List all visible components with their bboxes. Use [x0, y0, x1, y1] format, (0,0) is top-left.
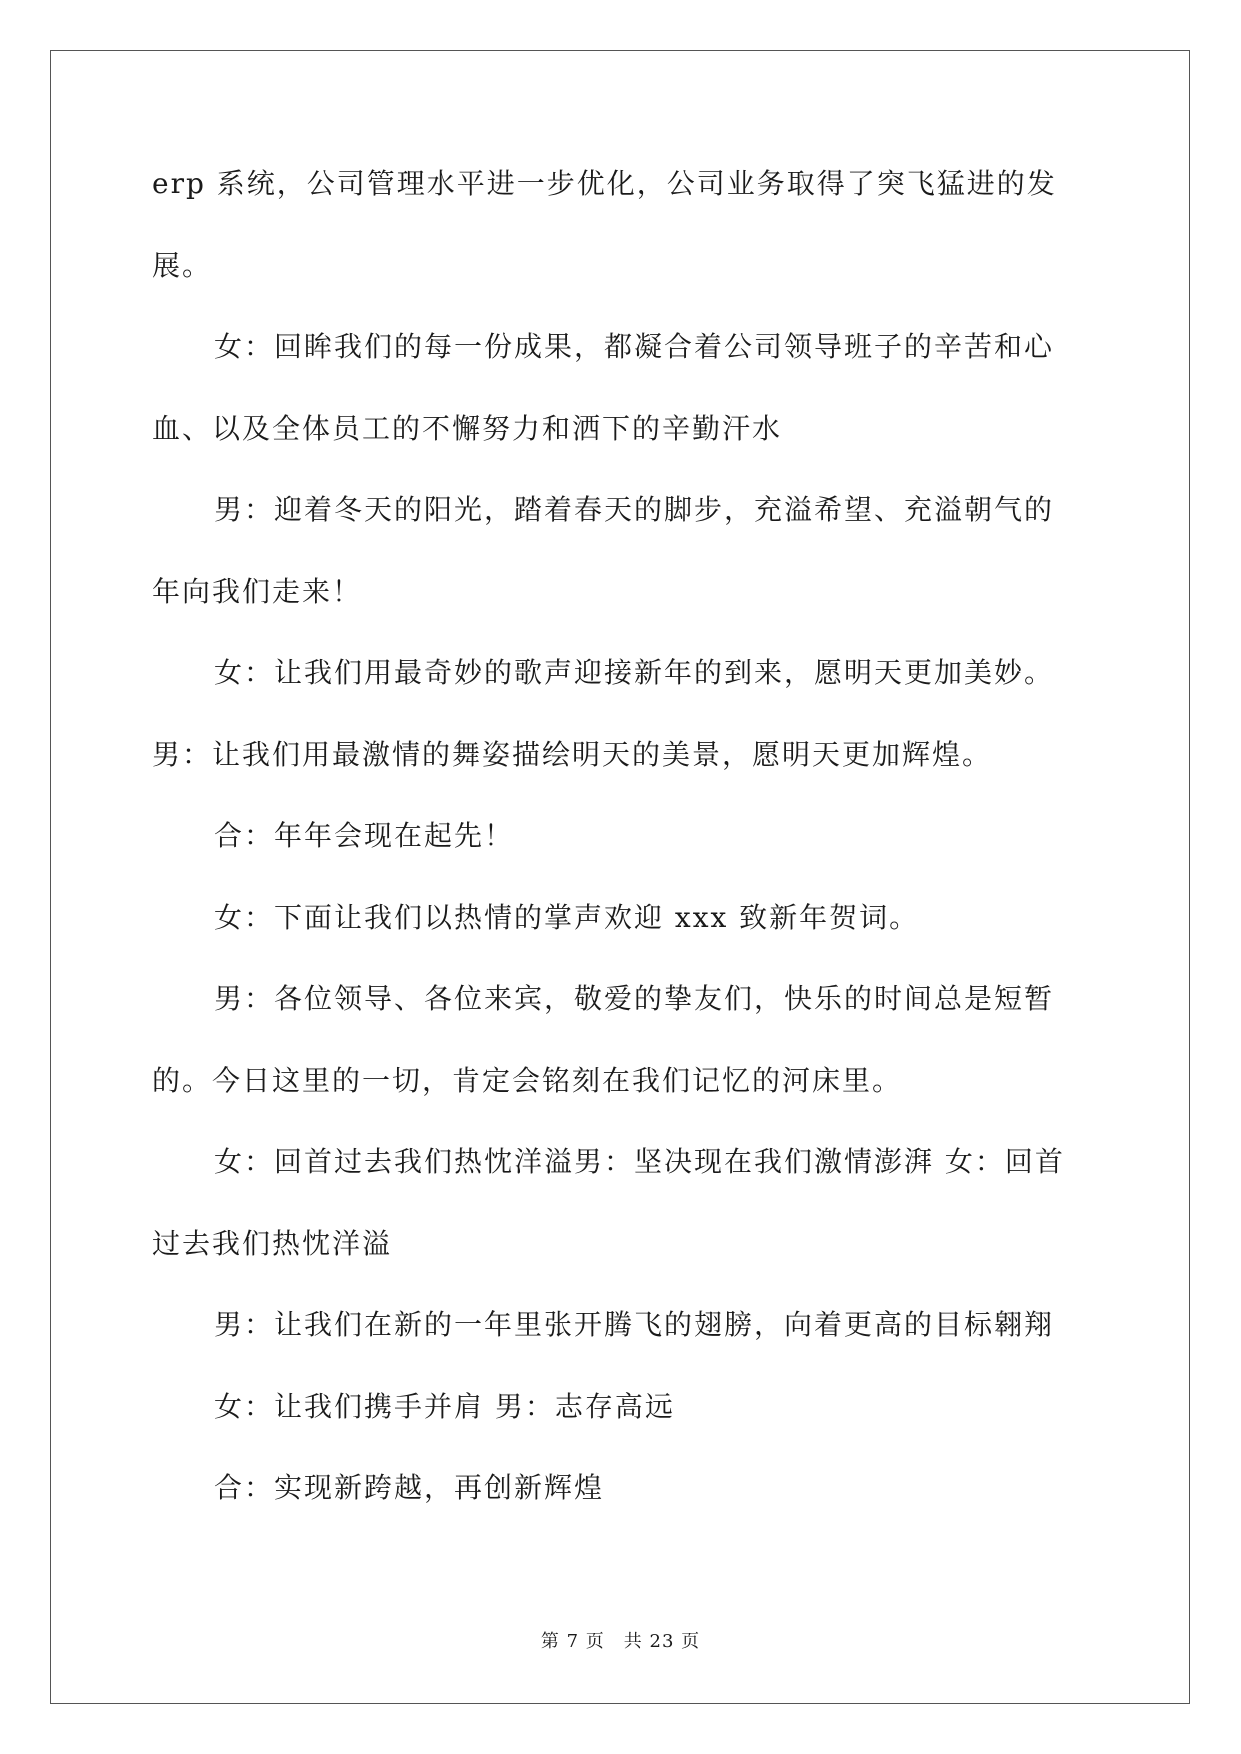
text-line: 女：回首过去我们热忱洋溢男：坚决现在我们激情澎湃 女：回首 [214, 1145, 1065, 1178]
text-line: 女：下面让我们以热情的掌声欢迎 xxx 致新年贺词。 [214, 900, 920, 934]
text-line: 过去我们热忱洋溢 [152, 1226, 393, 1260]
text-line: 男：让我们用最激情的舞姿描绘明天的美景，愿明天更加辉煌。 [152, 737, 993, 771]
text-line: 年向我们走来！ [152, 574, 363, 608]
text-line: erp 系统，公司管理水平进一步优化，公司业务取得了突飞猛进的发 [152, 167, 1057, 200]
text-line: 合：实现新跨越，再创新辉煌 [214, 1471, 605, 1504]
text-line: 的。今日这里的一切，肯定会铭刻在我们记忆的河床里。 [152, 1063, 903, 1097]
page-number-footer: 第 7 页 共 23 页 [540, 1631, 701, 1652]
text-line: 展。 [152, 248, 213, 282]
text-line: 男：迎着冬天的阳光，踏着春天的脚步，充溢希望、充溢朝气的 [214, 493, 1055, 526]
text-line: 男：各位领导、各位来宾，敬爱的挚友们，快乐的时间总是短暂 [214, 982, 1055, 1015]
text-line: 女：回眸我们的每一份成果，都凝合着公司领导班子的辛苦和心 [214, 330, 1055, 363]
text-line: 血、以及全体员工的不懈努力和洒下的辛勤汗水 [152, 411, 783, 445]
text-line: 合：年年会现在起先！ [214, 819, 515, 852]
text-line: 男：让我们在新的一年里张开腾飞的翅膀，向着更高的目标翱翔 [214, 1308, 1055, 1341]
document-body [152, 160, 1092, 1546]
text-line: 女：让我们携手并肩 男：志存高远 [214, 1389, 675, 1423]
text-line: 女：让我们用最奇妙的歌声迎接新年的到来，愿明天更加美妙。 [214, 656, 1055, 689]
